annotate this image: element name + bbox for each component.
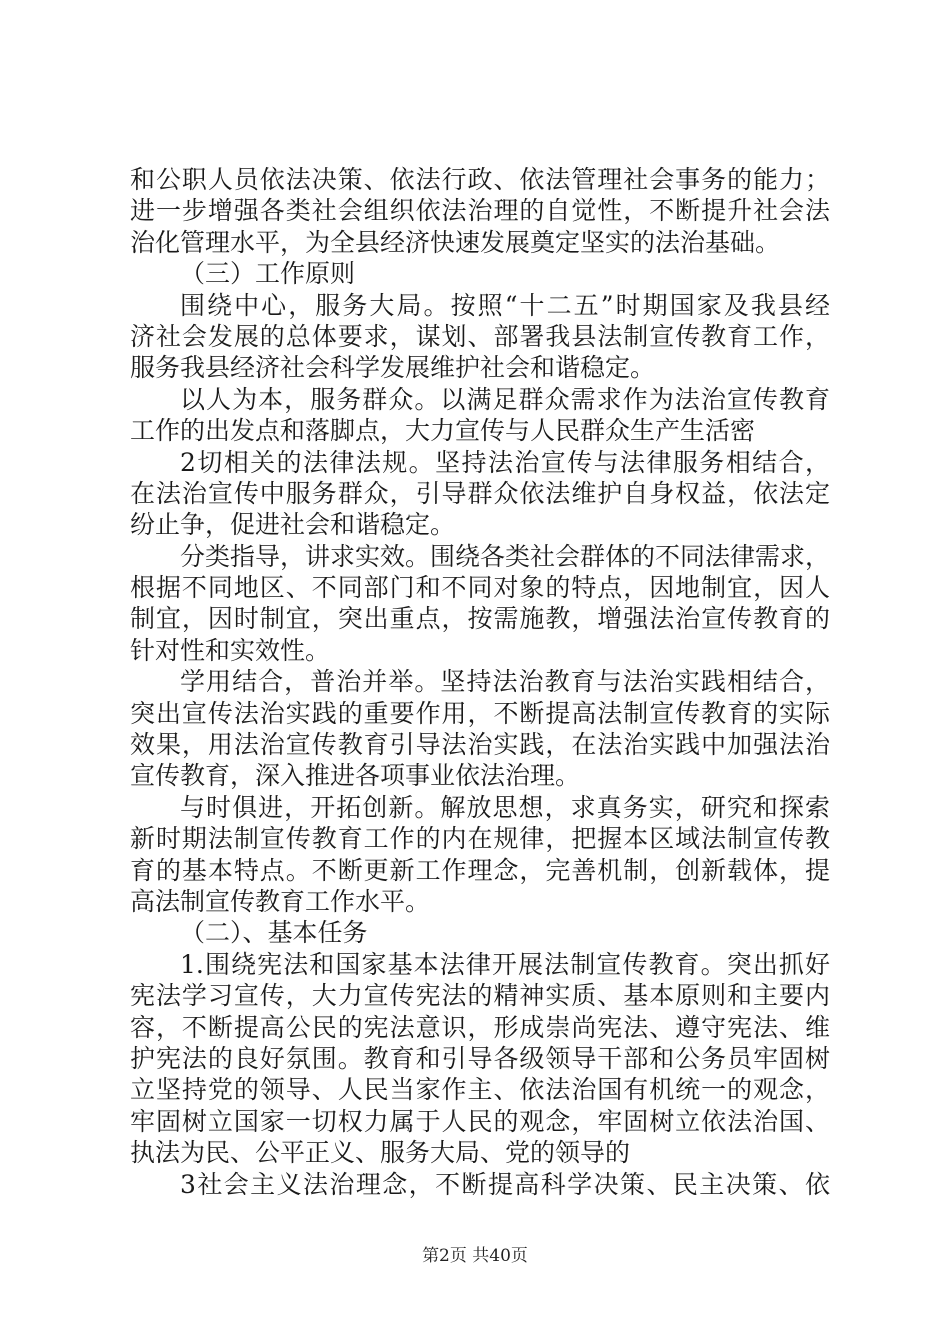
text-line: 容，不断提高公民的宪法意识，形成崇尚宪法、遵守宪法、维 [130,1012,830,1042]
text-line: 进一步增强各类社会组织依法治理的自觉性，不断提升社会法 [130,196,830,226]
text-line: 2切相关的法律法规。坚持法治宣传与法律服务相结合， [180,447,830,477]
text-line: 针对性和实效性。 [130,635,331,665]
text-line: 牢固树立国家一切权力属于人民的观念，牢固树立依法治国、 [130,1106,830,1136]
text-line: （二）、基本任务 [180,918,368,948]
text-line: 宪法学习宣传，大力宣传宪法的精神实质、基本原则和主要内 [130,981,830,1011]
text-line: 以人为本，服务群众。以满足群众需求作为法治宣传教育 [180,384,830,414]
text-line: 围绕中心，服务大局。按照“十二五”时期国家及我县经 [180,290,830,320]
text-line: 制宜，因时制宜，突出重点，按需施教，增强法治宣传教育的 [130,604,830,634]
text-line: 学用结合，普治并举。坚持法治教育与法治实践相结合， [180,667,830,697]
page-footer [0,1245,950,1267]
text-line: 服务我县经济社会科学发展维护社会和谐稳定。 [130,353,656,383]
text-line: 和公职人员依法决策、依法行政、依法管理社会事务的能力； [130,165,830,194]
text-line: 济社会发展的总体要求，谋划、部署我县法制宣传教育工作， [130,321,830,351]
text-line: 3社会主义法治理念，不断提高科学决策、民主决策、依 [180,1169,830,1199]
text-line: 与时俱进，开拓创新。解放思想，求真务实，研究和探索 [180,792,830,822]
document-body [130,164,830,1200]
text-line: 新时期法制宣传教育工作的内在规律，把握本区域法制宣传教 [130,824,830,854]
text-line: 突出宣传法治实践的重要作用，不断提高法制宣传教育的实际 [130,698,830,728]
text-line: 1.围绕宪法和国家基本法律开展法制宣传教育。突出抓好 [180,949,830,979]
text-line: 效果，用法治宣传教育引导法治实践，在法治实践中加强法治 [130,730,830,760]
text-line: 根据不同地区、不同部门和不同对象的特点，因地制宜，因人 [130,573,830,603]
text-line: 执法为民、公平正义、服务大局、党的领导的 [130,1138,631,1168]
text-line: （三）工作原则 [180,259,356,289]
text-line: 工作的出发点和落脚点，大力宣传与人民群众生产生活密 [130,416,756,446]
page-number: 第2页 共40页 [422,1246,528,1266]
text-line: 立坚持党的领导、人民当家作主、依法治国有机统一的观念， [130,1075,830,1105]
text-line: 分类指导，讲求实效。围绕各类社会群体的不同法律需求， [180,541,830,571]
text-line: 纷止争，促进社会和谐稳定。 [130,510,456,540]
text-line: 护宪法的良好氛围。教育和引导各级领导干部和公务员牢固树 [130,1043,830,1073]
text-line: 育的基本特点。不断更新工作理念，完善机制，创新载体，提 [130,855,830,885]
text-line: 宣传教育，深入推进各项事业依法治理。 [130,761,581,791]
text-line: 在法治宣传中服务群众，引导群众依法维护自身权益，依法定 [130,478,830,508]
text-line: 高法制宣传教育工作水平。 [130,886,431,916]
text-line: 治化管理水平，为全县经济快速发展奠定坚实的法治基础。 [130,227,781,257]
